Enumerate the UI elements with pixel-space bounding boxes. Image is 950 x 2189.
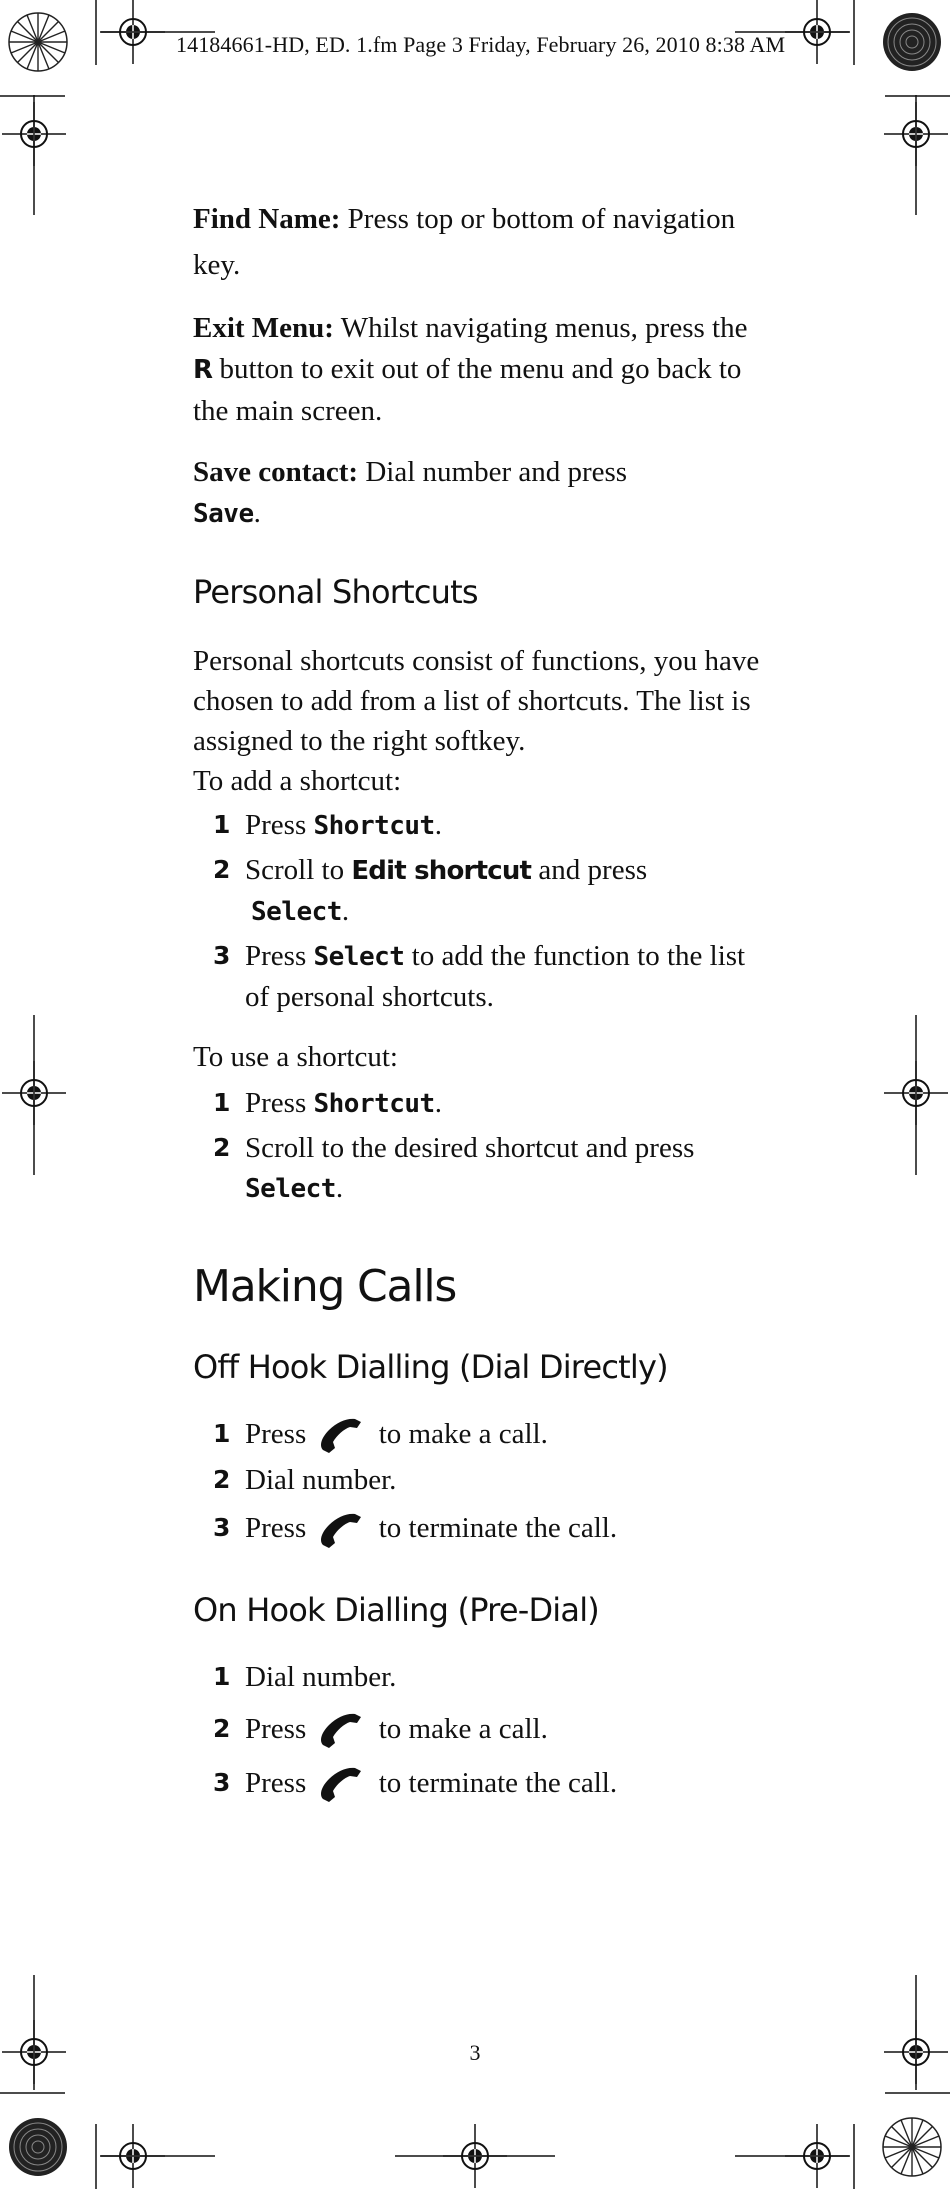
step-text-a: Dial number. [245, 1660, 397, 1693]
exit-menu-label: Exit Menu: [193, 312, 334, 344]
step-text-a: Dial number. [245, 1464, 397, 1497]
add-shortcut-intro: To add a shortcut: [193, 765, 402, 797]
step-text-a: Scroll to the desired shortcut and press [245, 1132, 695, 1164]
list-item [193, 1763, 763, 1805]
add-shortcut-steps [193, 805, 763, 1017]
exit-menu-text-b: button to exit out of the menu and go back to the main screen. [193, 353, 742, 427]
list-item [193, 1460, 763, 1500]
step-text [245, 1763, 763, 1805]
step-number: 2 [213, 855, 231, 884]
step-text [245, 805, 763, 846]
step-text [245, 1083, 763, 1124]
shortcut-key-label: Shortcut [313, 1089, 435, 1119]
step-text-b: to terminate the call. [378, 1767, 618, 1800]
step-text-b: . [434, 809, 442, 841]
step-text-a: Press [245, 1512, 307, 1545]
shortcut-key-label: Shortcut [313, 811, 435, 841]
step-number: 2 [213, 1133, 231, 1162]
list-item [193, 805, 763, 846]
step-number: 3 [213, 1768, 231, 1798]
step-text [245, 1709, 763, 1751]
step-text [245, 850, 763, 932]
list-item [193, 1657, 763, 1697]
step-text [245, 936, 763, 1017]
step-text-b: to make a call. [378, 1418, 548, 1450]
list-item [193, 1508, 763, 1550]
off-hook-heading: Off Hook Dialling (Dial Directly) [193, 1348, 668, 1386]
find-name-label: Find Name: [193, 203, 341, 235]
phone-handset-icon [317, 1416, 365, 1456]
step-text-b: to make a call. [378, 1712, 548, 1745]
phone-handset-icon [317, 1511, 365, 1551]
step-text-b: to add the function to the list of personal shortcuts. [245, 940, 746, 1013]
find-name-paragraph [193, 196, 763, 288]
step-text [245, 1128, 763, 1209]
step-number: 1 [213, 1661, 231, 1691]
use-shortcut-steps [193, 1083, 763, 1209]
select-key-label: Select [245, 1174, 336, 1204]
edit-shortcut-key-label: Edit shortcut [351, 856, 532, 886]
save-key-label: Save [193, 499, 254, 529]
step-text [245, 1508, 763, 1550]
exit-menu-paragraph [193, 308, 763, 432]
personal-shortcuts-intro: Personal shortcuts consist of functions, you have chosen to add from a list of shortcuts. The list is assigned to the right softkey. [193, 645, 760, 757]
save-contact-text: Dial number and press [365, 456, 628, 488]
find-name-text: Press top or bottom of navigation key. [193, 203, 736, 281]
step-text [245, 1657, 763, 1697]
on-hook-steps [193, 1657, 763, 1806]
step-text-a: Press [245, 1767, 307, 1800]
list-item [193, 1414, 763, 1456]
exit-menu-text-a: Whilst navigating menus, press the [340, 312, 748, 344]
off-hook-steps [193, 1414, 763, 1551]
list-item [193, 850, 763, 932]
select-key-label: Select [251, 897, 342, 927]
step-text-b: to terminate the call. [378, 1512, 618, 1545]
list-item [193, 1083, 763, 1124]
step-text [245, 1414, 763, 1456]
step-number: 1 [213, 810, 231, 839]
list-item [193, 1128, 763, 1209]
step-text-c: . [341, 895, 350, 927]
step-text [245, 1460, 763, 1500]
phone-handset-icon [317, 1765, 365, 1805]
step-text-a: Press [245, 1087, 307, 1119]
list-item [193, 1709, 763, 1751]
step-number: 2 [213, 1465, 231, 1495]
personal-shortcuts-heading: Personal Shortcuts [193, 573, 478, 611]
step-number: 2 [213, 1713, 231, 1743]
phone-handset-icon [317, 1711, 365, 1751]
on-hook-heading: On Hook Dialling (Pre-Dial) [193, 1590, 599, 1629]
making-calls-heading: Making Calls [193, 1261, 457, 1312]
step-number: 3 [213, 941, 231, 970]
step-number: 1 [213, 1419, 231, 1448]
save-contact-paragraph [193, 452, 763, 535]
save-contact-end: . [253, 497, 261, 529]
step-text-a: Press [245, 1712, 307, 1745]
step-text-a: Press [245, 809, 307, 841]
step-text-a: Scroll to [245, 854, 345, 886]
page-number: 3 [469, 2040, 481, 2065]
step-number: 1 [213, 1088, 231, 1117]
list-item [193, 936, 763, 1017]
use-shortcut-intro: To use a shortcut: [193, 1041, 398, 1073]
step-text-b: . [335, 1172, 344, 1204]
step-text-b: and press [538, 854, 648, 886]
step-number: 3 [213, 1513, 231, 1543]
step-text-a: Press [245, 1418, 307, 1450]
select-key-label: Select [313, 942, 405, 972]
step-text-b: . [434, 1087, 442, 1119]
page-content [193, 196, 763, 1805]
r-key-label: R [193, 355, 213, 385]
save-contact-label: Save contact: [193, 456, 359, 488]
print-slug: 14184661-HD, ED. 1.fm Page 3 Friday, February 26, 2010 8:38 AM [176, 32, 786, 57]
step-text-a: Press [245, 940, 307, 972]
